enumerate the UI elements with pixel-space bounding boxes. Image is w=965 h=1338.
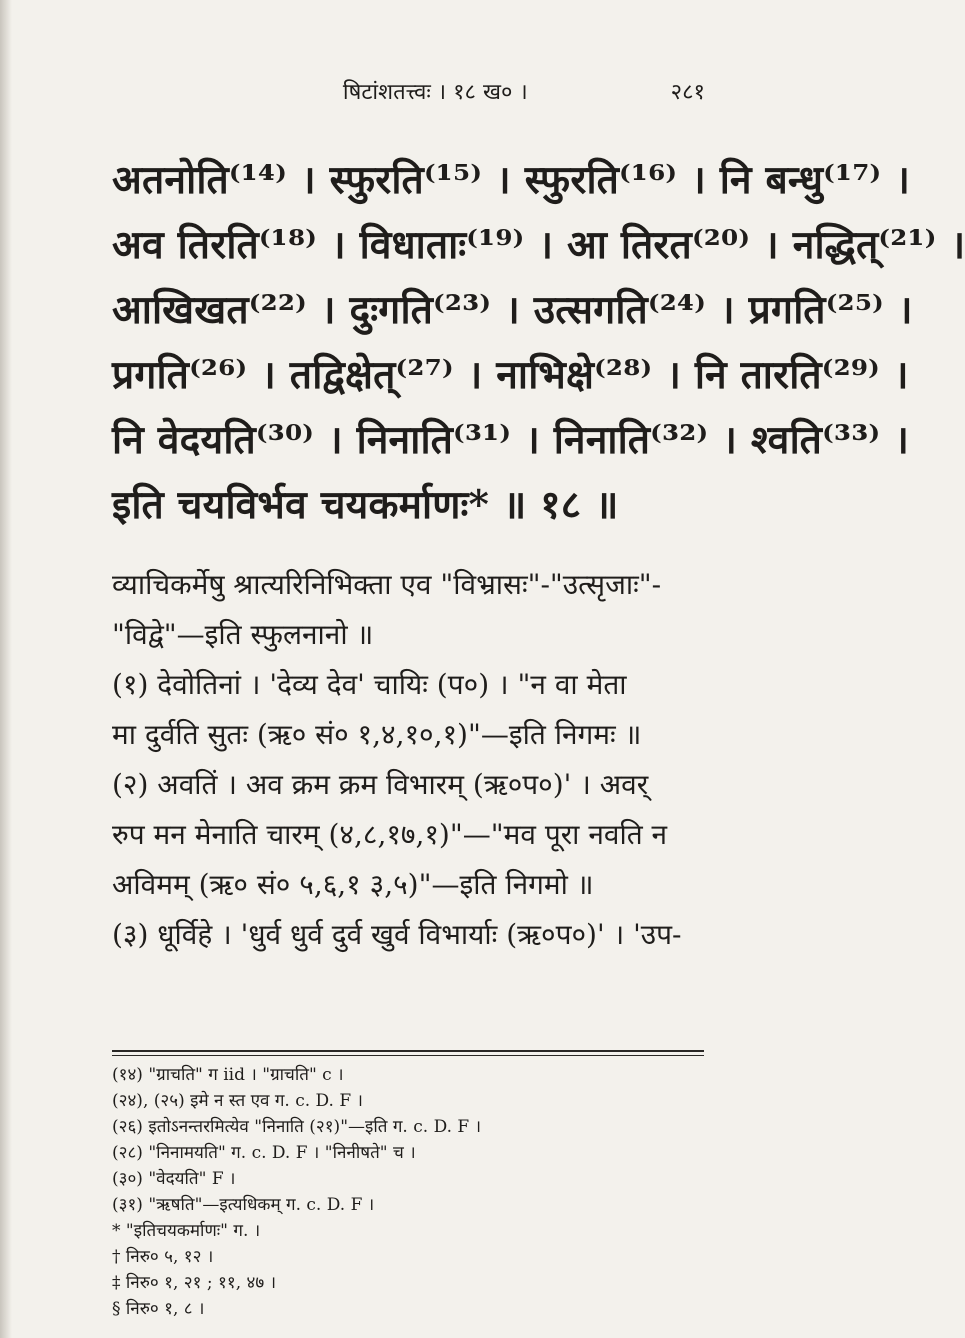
- footnote: † निरु० ५, १२ ।: [112, 1247, 214, 1267]
- verse-line: प्रगति⁽²⁶⁾ । तद्विक्षेत्⁽²⁷⁾ । नाभिक्षे⁽²⁸⁾ । नि तारति⁽²⁹⁾ ।: [112, 352, 909, 398]
- commentary-line: मा दुर्वति सुतः (ऋ० सं० १,४,१०,१)"—इति निगमः ॥: [112, 718, 642, 751]
- footnote: (३१) "ऋषति"—इत्यधिकम् ग. c. D. F ।: [112, 1195, 375, 1215]
- verse-block: [112, 148, 965, 538]
- footnote: (२८) "निनामयति" ग. c. D. F । "निनीषते" च ।: [112, 1143, 416, 1163]
- page-binding-shadow: [0, 0, 12, 1338]
- footnote: (२६) इतोऽनन्तरमित्येव "निनाति (२१)"—इति ग. c. D. F ।: [112, 1117, 482, 1137]
- running-header: [140, 76, 705, 106]
- footnote-divider: [112, 1050, 704, 1052]
- commentary-line: (२) अवतिं । अव क्रम क्रम विभारम् (ऋ०प०)' । अवर्: [112, 768, 649, 801]
- footnote-divider-thin: [112, 1055, 704, 1056]
- verse-line: अतनोति⁽¹⁴⁾ । स्फुरति⁽¹⁵⁾ । स्फुरति⁽¹⁶⁾ । नि बन्धु⁽¹⁷⁾ ।: [112, 157, 911, 203]
- footnote: (२४), (२५) इमे न स्त एव ग. c. D. F ।: [112, 1091, 364, 1111]
- verse-line: नि वेदयति⁽³⁰⁾ । निनाति⁽³¹⁾ । निनाति⁽³²⁾ । श्वति⁽³³⁾ ।: [112, 417, 910, 463]
- footnote: (१४) "ग्राचति" ग iid । "ग्राचति" c ।: [112, 1065, 344, 1085]
- verse-line: इति चयविर्भव चयकर्माणः* ॥ १८ ॥: [112, 482, 619, 528]
- commentary-block: [112, 560, 708, 960]
- commentary-line: "विद्वे"—इति स्फुलनानो ॥: [112, 618, 374, 651]
- verse-line: अव तिरति⁽¹⁸⁾ । विधाताः⁽¹⁹⁾ । आ तिरत⁽²⁰⁾ । नद्धित्⁽²¹⁾ ।: [112, 222, 965, 268]
- commentary-line: अविमम् (ऋ० सं० ५,६,१ ३,५)"—इति निगमो ॥: [112, 868, 594, 901]
- main-text: [112, 148, 965, 960]
- footnote: (३०) "वेदयति" F ।: [112, 1169, 236, 1189]
- running-title: षिटांशतत्त्वः । १८ ख० ।: [342, 80, 528, 105]
- commentary-line: (१) देवोतिनां । 'देव्य देव' चायिः (प०) । "न वा मेता: [112, 668, 627, 701]
- verse-line: आखिखत⁽²²⁾ । दुःगति⁽²³⁾ । उत्सगति⁽²⁴⁾ । प्रगति⁽²⁵⁾ ।: [112, 287, 913, 333]
- footnotes: [112, 1062, 708, 1322]
- footnote: ‡ निरु० १, २१ ; ११, ४७ ।: [112, 1273, 277, 1293]
- commentary-line: व्याचिकर्मेषु श्रात्यरिनिभिक्ता एव "विभ्रासः"-"उत्सृजाः"-: [112, 568, 662, 601]
- footnote: * "इतिचयकर्माणः" ग. ।: [112, 1221, 261, 1241]
- commentary-line: रुप मन मेनाति चारम् (४,८,१७,१)"—"मव पूरा नवति न: [112, 818, 668, 851]
- page-number: २८१: [670, 80, 705, 105]
- commentary-line: (३) धूर्विहे । 'धुर्व धुर्व दुर्व खुर्व विभार्याः (ऋ०प०)' । 'उप-: [112, 918, 682, 951]
- footnote: § निरु० १, ८ ।: [112, 1299, 205, 1319]
